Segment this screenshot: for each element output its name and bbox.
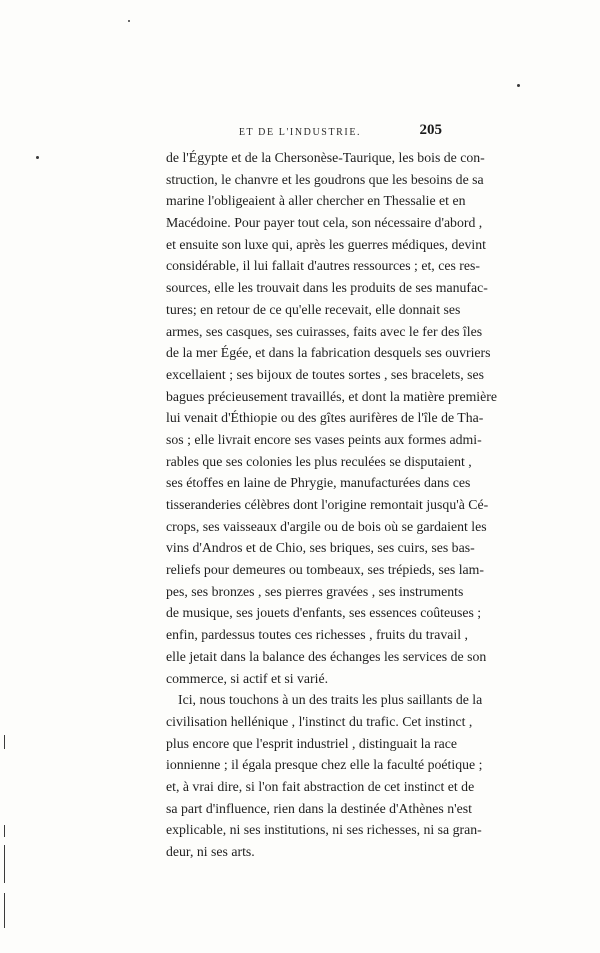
text-line: tisseranderies célèbres dont l'origine remontait jusqu'à Cé- <box>166 497 489 512</box>
text-line: de la mer Égée, et dans la fabrication desquels ses ouvriers <box>166 345 491 361</box>
text-line: struction, le chanvre et les goudrons que les besoins de sa <box>166 171 484 187</box>
margin-line <box>4 825 5 837</box>
body-text <box>166 147 497 863</box>
scan-speck <box>36 156 39 159</box>
scan-speck <box>517 84 520 87</box>
text-line: ionnienne ; il égala presque chez elle la faculté poétique ; <box>166 757 483 773</box>
text-line: marine l'obligeaient à aller chercher en Thessalie et en <box>166 193 466 209</box>
margin-line <box>4 845 5 883</box>
text-line: commerce, si actif et si varié. <box>166 670 329 686</box>
text-line: crops, ses vaisseaux d'argile ou de bois où se gardaient les <box>166 518 487 534</box>
text-line: Ici, nous touchons à un des traits les plus saillants de la <box>178 692 483 708</box>
text-line: vins d'Andros et de Chio, ses briques, ses cuirs, ses bas- <box>166 540 475 556</box>
text-line: tures; en retour de ce qu'elle recevait, elle donnait ses <box>166 301 461 317</box>
text-line: rables que ses colonies les plus reculées se disputaient , <box>166 453 472 469</box>
paragraph <box>166 689 483 863</box>
text-line: pes, ses bronzes , ses pierres gravées , ses instruments <box>166 583 464 599</box>
text-line: sos ; elle livrait encore ses vases peints aux formes admi- <box>166 431 482 447</box>
page-number: 205 <box>419 122 442 138</box>
text-line: sa part d'influence, rien dans la destinée d'Athènes n'est <box>166 800 472 816</box>
text-line: explicable, ni ses institutions, ni ses richesses, ni sa gran- <box>166 822 482 838</box>
text-line: enfin, pardessus toutes ces richesses , fruits du travail , <box>166 627 468 643</box>
text-line: ses étoffes en laine de Phrygie, manufacturées dans ces <box>166 475 471 491</box>
running-head: ET DE L'INDUSTRIE. <box>238 127 362 138</box>
text-line: bagues précieusement travaillés, et dont la matière première <box>166 388 497 404</box>
text-line: et, à vrai dire, si l'on fait abstraction de cet instinct et de <box>166 778 475 794</box>
text-line: et ensuite son luxe qui, après les guerres médiques, devint <box>166 236 486 252</box>
paragraph <box>166 147 497 689</box>
text-line: deur, ni ses arts. <box>166 844 255 859</box>
text-line: reliefs pour demeures ou tombeaux, ses trépieds, ses lam- <box>166 562 485 578</box>
text-line: Macédoine. Pour payer tout cela, son nécessaire d'abord , <box>166 215 483 231</box>
margin-line <box>4 735 5 749</box>
text-line: de musique, ses jouets d'enfants, ses essences coûteuses ; <box>166 605 482 621</box>
scan-speck <box>128 20 130 22</box>
text-line: lui venait d'Éthiopie ou des gîtes aurifères de l'île de Tha- <box>166 410 484 426</box>
text-line: excellaient ; ses bijoux de toutes sortes , ses bracelets, ses <box>166 366 485 382</box>
text-line: considérable, il lui fallait d'autres ressources ; et, ces res- <box>166 258 480 274</box>
text-line: elle jetait dans la balance des échanges les services de son <box>166 648 487 664</box>
text-line: armes, ses casques, ses cuirasses, faits avec le fer des îles <box>166 323 483 339</box>
margin-line <box>4 893 5 928</box>
text-line: civilisation hellénique , l'instinct du trafic. Cet instinct , <box>166 713 473 729</box>
text-line: plus encore que l'esprit industriel , distinguait la race <box>166 735 457 751</box>
text-line: de l'Égypte et de la Chersonèse-Taurique, les bois de con- <box>166 150 485 165</box>
text-line: sources, elle les trouvait dans les produits de ses manufac- <box>166 280 488 296</box>
